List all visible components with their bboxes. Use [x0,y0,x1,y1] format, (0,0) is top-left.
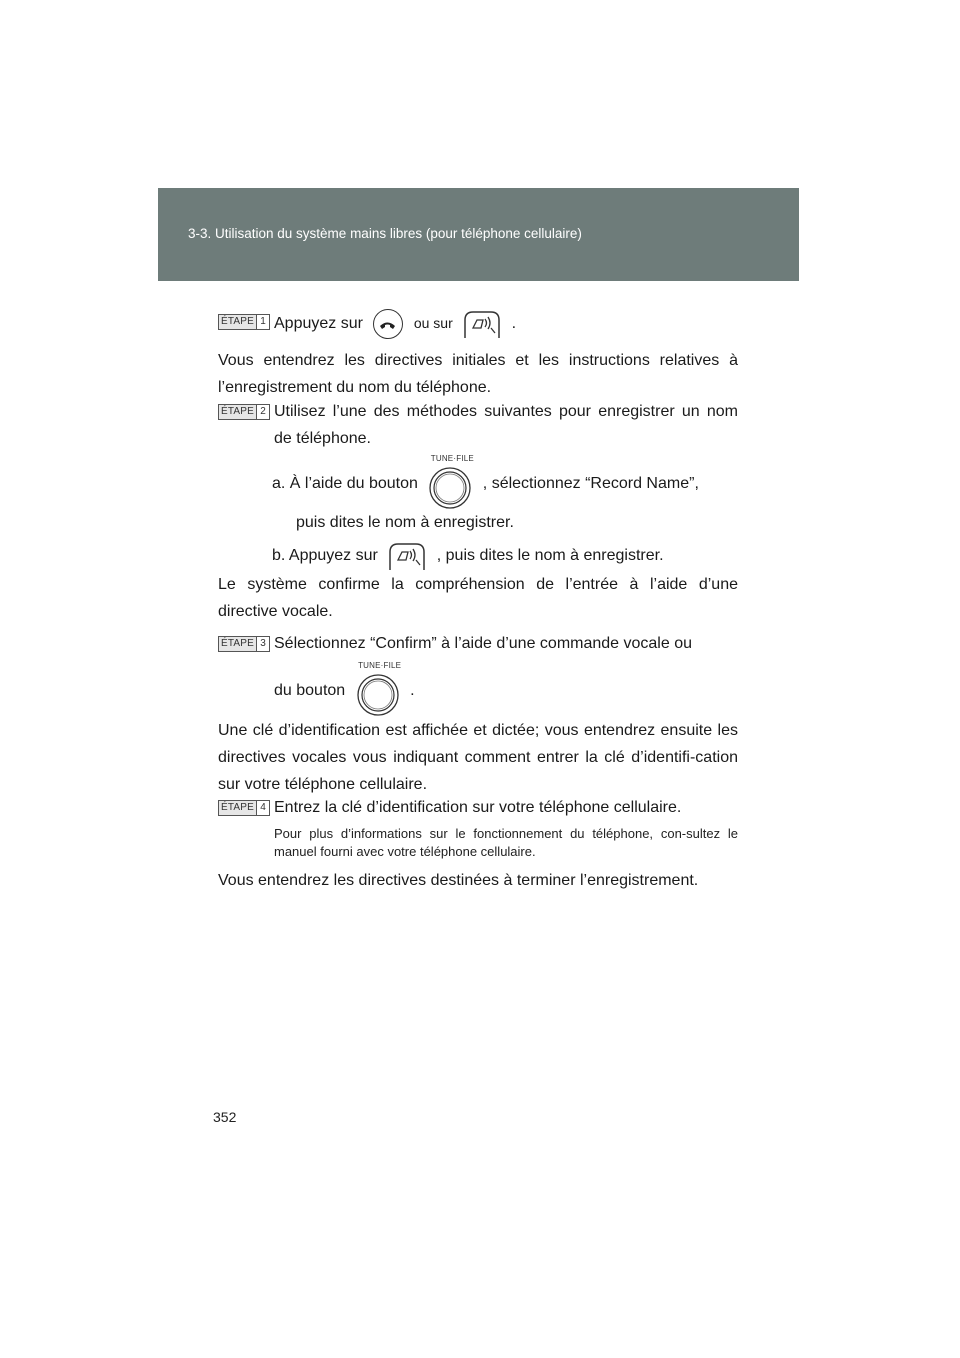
step-badge-3 [218,636,270,652]
phone-off-hook-icon [373,309,403,339]
step-1-text [274,308,738,340]
paragraph-2: Le système confirme la compréhension de l’entrée à l’aide d’une directive vocale. [218,576,738,620]
step-badge-4 [218,800,270,816]
option-a-suffix: , sélectionnez “Record Name”, [482,475,699,493]
paragraph-3: Une clé d’identification est affichée et dictée; vous entendrez ensuite les directives vocales vous indiquant comment entrer la clé d’identifi-cation sur votre téléphone cellulaire. [218,722,738,793]
option-b-suffix: , puis dites le nom à enregistrer. [436,547,664,565]
step-number: 1 [260,316,266,327]
step-3-prefix: du bouton [274,682,346,700]
paragraph-1: Vous entendrez les directives initiales et les instructions relatives à l’enregistrement du nom du téléphone. [218,352,738,396]
tune-file-knob-icon [354,661,402,717]
knob-label: TUNE·FILE [358,661,402,670]
step-number: 3 [260,638,266,649]
tune-file-knob-icon [426,454,474,510]
step-badge-1 [218,314,270,330]
step-number: 4 [260,802,266,813]
period: . [410,682,415,700]
step-1-label: Appuyez sur [274,315,363,333]
step-label: ÉTAPE [219,315,257,329]
step-3-line2 [274,661,415,717]
section-header [158,188,799,281]
step-label: ÉTAPE [219,405,257,419]
step-label: ÉTAPE [219,637,257,651]
option-a [272,454,738,510]
option-a-line2: puis dites le nom à enregistrer. [296,514,514,531]
talk-switch-icon [461,308,503,340]
knob-label: TUNE·FILE [430,454,474,463]
option-b-prefix: b. Appuyez sur [272,547,378,565]
step-4-text: Entrez la clé d’identification sur votre téléphone cellulaire. [274,799,682,816]
step-4-note: Pour plus d’informations sur le fonctionnement du téléphone, con-sultez le manuel fourni avec votre téléphone cellulaire. [274,826,738,859]
page-number: 352 [213,1109,237,1125]
step-3-text: Sélectionnez “Confirm” à l’aide d’une commande vocale ou [274,635,692,652]
section-title: 3-3. Utilisation du système mains libres (pour téléphone cellulaire) [188,226,582,241]
option-b [272,540,664,572]
talk-switch-icon [386,540,428,572]
step-number: 2 [260,406,266,417]
paragraph-4: Vous entendrez les directives destinées à terminer l’enregistrement. [218,872,699,889]
period: . [511,315,517,333]
option-a-prefix: a. À l’aide du bouton [272,475,418,493]
step-2-text: Utilisez l’une des méthodes suivantes pour enregistrer un nom de téléphone. [274,403,738,447]
step-badge-2 [218,404,270,420]
step-label: ÉTAPE [219,801,257,815]
or-text: ou sur [413,315,453,332]
